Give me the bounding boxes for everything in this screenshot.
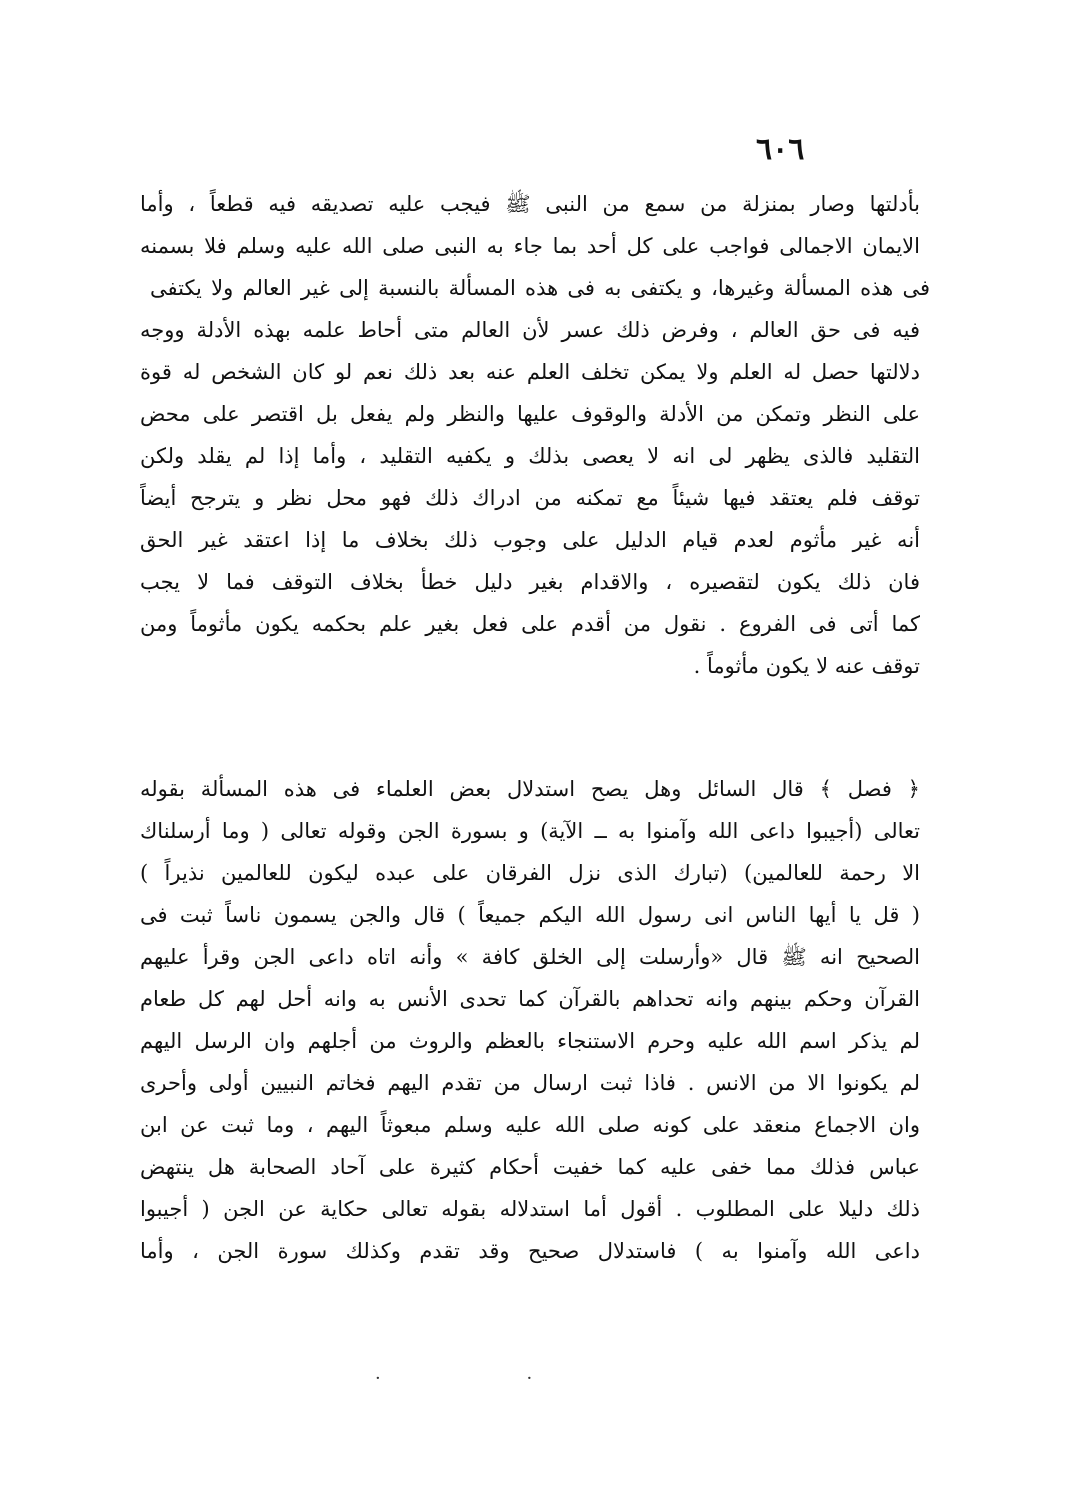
text-line: لم يكونوا الا من الانس . فاذا ثبت ارسال من تقدم اليهم فخاتم النبيين أولى وأحرى <box>140 1071 920 1095</box>
text-line: فى هذه المسألة وغيرها، و يكتفى به فى هذه المسألة بالنسبة إلى غير العالم ولا يكتفى <box>150 276 930 300</box>
print-specks: · · <box>375 1368 603 1389</box>
text-line: ﴿ فصل ﴾ قال السائل وهل يصح استدلال بعض العلماء فى هذه المسألة بقوله <box>140 777 920 801</box>
text-line: وان الاجماع منعقد على كونه صلى الله عليه وسلم مبعوثاً اليهم ، وما ثبت عن ابن <box>140 1113 920 1137</box>
text-line: الصحيح انه ﷺ قال «وأرسلت إلى الخلق كافة » وأنه اتاه داعى الجن وقرأ عليهم <box>140 945 920 969</box>
text-line: على النظر وتمكن من الأدلة والوقوف عليها والنظر ولم يفعل بل اقتصر على محض <box>140 402 920 426</box>
text-line: توقف فلم يعتقد فيها شيئاً مع تمكنه من ادراك ذلك فهو محل نظر و يترجح أيضاً <box>140 486 920 510</box>
text-line: التقليد فالذى يظهر لى انه لا يعصى بذلك و يكفيه التقليد ، وأما إذا لم يقلد ولكن <box>140 444 920 468</box>
text-line: أنه غير مأثوم لعدم قيام الدليل على وجوب ذلك بخلاف ما إذا اعتقد غير الحق <box>140 528 920 552</box>
text-line: كما أتى فى الفروع . نقول من أقدم على فعل بغير علم بحكمه يكون مأثوماً ومن <box>140 612 920 636</box>
text-line: تعالى (أجيبوا داعى الله وآمنوا به ــ الآية) و بسورة الجن وقوله تعالى ( وما أرسلناك <box>140 819 920 843</box>
text-line: بأدلتها وصار بمنزلة من سمع من النبى ﷺ فيجب عليه تصديقه فيه قطعاً ، وأما <box>140 192 920 216</box>
text-line: فان ذلك يكون لتقصيره ، والاقدام بغير دليل خطأ بخلاف التوقف فما لا يجب <box>140 570 920 594</box>
text-line: توقف عنه لا يكون مأثوماً . <box>693 654 920 678</box>
text-line: الايمان الاجمالى فواجب على كل أحد بما جاء به النبى صلى الله عليه وسلم فلا بسمنه <box>140 234 920 258</box>
paragraph-2 <box>140 768 920 1272</box>
text-line: ( قل يا أيها الناس انى رسول الله اليكم جميعاً ) قال والجن يسمون ناساً ثبت فى <box>140 903 920 927</box>
text-line: عباس فذلك مما خفى عليه كما خفيت أحكام كثيرة على آحاد الصحابة هل ينتهض <box>140 1155 920 1179</box>
text-line: لم يذكر اسم الله عليه وحرم الاستنجاء بالعظم والروث من أجلهم وان الرسل اليهم <box>140 1029 920 1053</box>
text-line: دلالتها حصل له العلم ولا يمكن تخلف العلم عنه بعد ذلك نعم لو كان الشخص له قوة <box>140 360 920 384</box>
text-line: فيه فى حق العالم ، وفرض ذلك عسر لأن العالم متى أحاط علمه بهذه الأدلة ووجه <box>140 318 920 342</box>
text-line: الا رحمة للعالمين) (تبارك الذى نزل الفرقان على عبده ليكون للعالمين نذيراً ) <box>140 861 920 885</box>
paragraph-1 <box>140 183 930 687</box>
text-line: ذلك دليلا على المطلوب . أقول أما استدلاله بقوله تعالى حكاية عن الجن ( أجيبوا <box>140 1197 920 1221</box>
text-line: القرآن وحكم بينهم وانه تحداهم بالقرآن كما تحدى الأنس به وانه أحل لهم كل طعام <box>140 987 920 1011</box>
page-number: ٦٠٦ <box>756 132 805 167</box>
text-line: داعى الله وآمنوا به ) فاستدلال صحيح وقد تقدم وكذلك سورة الجن ، وأما <box>140 1239 920 1263</box>
